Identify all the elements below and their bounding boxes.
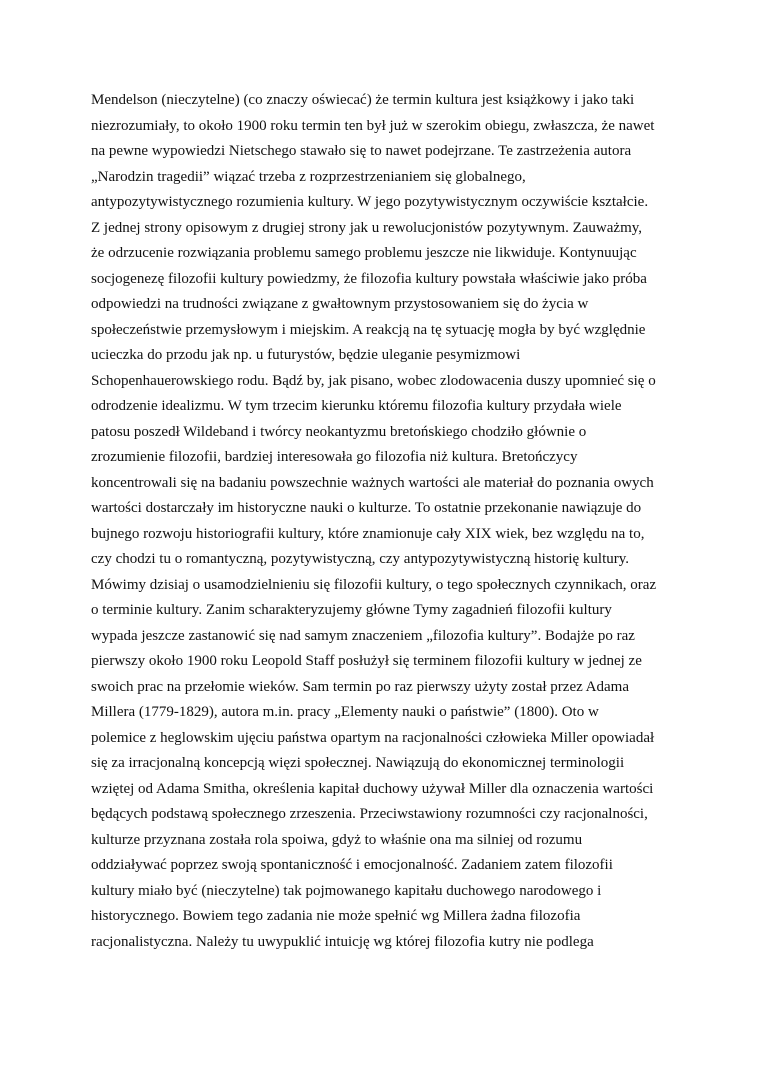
text-line: socjogenezę filozofii kultury powiedzmy, że filozofia kultury powstała właściwie jako próba [91, 270, 647, 287]
text-line: patosu poszedł Wildeband i twórcy neokantyzmu bretońskiego chodziło głównie o [91, 423, 587, 440]
text-line: kultury miało być (nieczytelne) tak pojmowanego kapitału duchowego narodowego i [91, 882, 602, 899]
text-line: koncentrowali się na badaniu powszechnie ważnych wartości ale materiał do poznania owych [91, 474, 654, 491]
body-text [91, 88, 691, 955]
text-line: ucieczka do przodu jak np. u futurystów, będzie uleganie pesymizmowi [91, 347, 521, 363]
text-line: Mendelson (nieczytelne) (co znaczy oświecać) że termin kultura jest książkowy i jako taki [91, 92, 635, 108]
text-line: że odrzucenie rozwiązania problemu samego problemu jeszcze nie likwiduje. Kontynuując [91, 245, 637, 261]
text-line: kulturze przyznana została rola spoiwa, gdyż to właśnie ona ma silniej od rozumu [91, 831, 583, 848]
text-line: niezrozumiały, to około 1900 roku termin ten był już w szerokim obiegu, zwłaszcza, że nawet [91, 117, 655, 134]
text-line: bujnego rozwoju historiografii kultury, które znamionuje cały XIX wiek, bez względu na to, [91, 525, 645, 542]
text-line: społeczeństwie przemysłowym i miejskim. A reakcją na tę sytuację mogła by być względnie [91, 321, 646, 338]
text-line: racjonalistyczna. Należy tu uwypuklić intuicję wg której filozofia kutry nie podlega [91, 933, 594, 950]
text-line: oddziaływać poprzez swoją spontaniczność i emocjonalność. Zadaniem zatem filozofii [91, 857, 613, 873]
text-line: historycznego. Bowiem tego zadania nie może spełnić wg Millera żadna filozofia [91, 908, 581, 924]
text-line: wartości dostarczały im historyczne nauki o kulturze. To ostatnie przekonanie nawiązuje do [91, 500, 642, 516]
text-line: swoich prac na przełomie wieków. Sam termin po raz pierwszy użyty został przez Adama [91, 678, 630, 695]
text-line: zrozumienie filozofii, bardziej interesowała go filozofia niż kultura. Bretończycy [91, 449, 578, 465]
text-line: Z jednej strony opisowym z drugiej strony jak u rewolucjonistów pozytywnym. Zauważmy, [91, 219, 643, 236]
text-line: polemice z heglowskim ujęciu państwa opartym na racjonalności człowieka Miller opowiadał [91, 729, 655, 746]
text-line: „Narodzin tragedii” wiązać trzeba z rozprzestrzenianiem się globalnego, [91, 168, 526, 185]
text-line: czy chodzi tu o romantyczną, pozytywistyczną, czy antypozytywistyczną historię kultury. [91, 551, 630, 567]
text-line: odpowiedzi na trudności związane z gwałtownym przystosowaniem się do życia w [91, 296, 589, 312]
text-line: o terminie kultury. Zanim scharakteryzujemy główne Tymy zagadnień filozofii kultury [91, 602, 612, 618]
text-line: wziętej od Adama Smitha, określenia kapitał duchowy używał Miller dla oznaczenia wartości [91, 780, 654, 797]
text-line: pierwszy około 1900 roku Leopold Staff posłużył się terminem filozofii kultury w jednej ze [91, 653, 642, 669]
text-line: Mówimy dzisiaj o usamodzielnieniu się filozofii kultury, o tego społecznych czynnikach, oraz [91, 576, 657, 593]
text-line: Millera (1779-1829), autora m.in. pracy „Elementy nauki o państwie” (1800). Oto w [91, 704, 599, 720]
text-line: antypozytywistycznego rozumienia kultury. W jego pozytywistycznym oczywiście kształcie. [91, 194, 649, 210]
text-line: będących podstawą społecznego zrzeszenia. Przeciwstawiony rozumności czy racjonalności, [91, 806, 648, 822]
text-line: odrodzenie idealizmu. W tym trzecim kierunku któremu filozofia kultury przydała wiele [91, 398, 622, 414]
text-line: na pewne wypowiedzi Nietschego stawało się to nawet podejrzane. Te zastrzeżenia autora [91, 143, 632, 159]
text-line: się za irracjonalną koncepcją więzi społecznej. Nawiązują do ekonomicznej terminologii [91, 755, 625, 771]
text-line: wypada jeszcze zastanowić się nad samym znaczeniem „filozofia kultury”. Bodajże po raz [91, 627, 635, 644]
text-line: Schopenhauerowskiego rodu. Bądź by, jak pisano, wobec zlodowacenia duszy upomnieć się o [91, 372, 656, 389]
